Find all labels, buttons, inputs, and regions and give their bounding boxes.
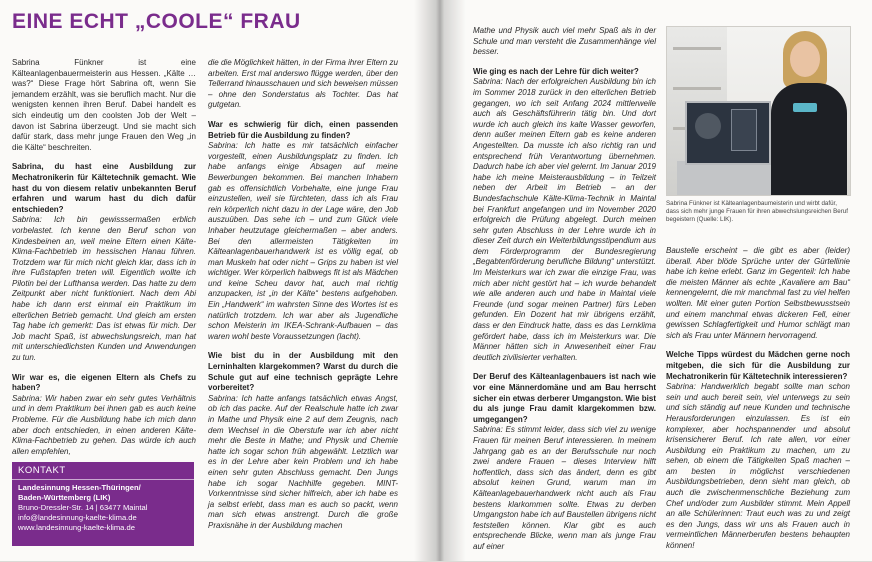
question: Wir war es, die eigenen Eltern als Chefs zu haben? xyxy=(12,372,196,393)
contact-box xyxy=(12,462,194,546)
answer: Sabrina: Ich hatte anfangs tatsächlich etwas Angst, ob ich das packe. Auf der Realschule hatte ich zwar in Mathe und Physik eine 2 auf dem Zeugnis, nach dem Wechsel in die Oberstufe war ich aber nicht mehr die Beste in Mathe; und Physik und Chemie hatte ich sogar schon früh abgewählt. Letztlich war es in der Lehre aber kein Problem und ich habe einen sehr guten Abschluss gemacht. Den Jungs habe ich sogar Nachhilfe gegeben. MINT-Vorkenntnisse sind sicher hilfreich, aber ich habe es ja selbst erlebt, dass man es auch so packt, wenn man sich etwas anstrengt. Durch die große Praxisnähe in der Ausbildung machen xyxy=(208,393,398,530)
photo-person-face xyxy=(790,41,820,77)
qa-block xyxy=(208,351,398,531)
question: Welche Tipps würdest du Mädchen gerne noch mitgeben, die sich für die Ausbildung zur Mechatronikerin für Kältetechnik interessieren? xyxy=(666,350,850,381)
qa-block xyxy=(12,373,196,458)
contact-label: KONTAKT xyxy=(18,465,66,476)
question: Wie bist du in der Ausbildung mit den Lerninhalten klargekommen? Warst du durch die Schule gut auf eine technisch geprägte Lehre vorbereitet? xyxy=(208,351,398,393)
qa-block xyxy=(208,120,398,342)
contact-details xyxy=(18,483,190,533)
photo-person-body xyxy=(771,83,847,195)
continued-answer: die die Möglichkeit hätten, in der Firma ihrer Eltern zu arbeiten. Erst mal anderswo flügge werden, über den Tellerrand hinausschauen und sich beweisen müssen – ohne den Sonderstatus als Tochter. Das hat gutgetan. xyxy=(208,58,398,110)
photo-refrigeration-unit xyxy=(685,101,771,165)
answer: Sabrina: Nach der erfolgreichen Ausbildung bin ich im Sommer 2018 zurück in den elterlichen Betrieb gegangen, wo ich seit Anfang 2024 mittlerweile auch als Geschäftsführerin tätig bin. Und dort wurde ich auch gleich ins kalte Wasser geworfen, denn außer meinen Eltern gab es keine anderen Angestellten. Da musste ich also richtig ran und entsprechend früh Verantwortung übernehmen. Dadurch habe ich aber viel gelernt. Im Januar 2019 habe ich meine Meisterausbildung – in Teilzeit neben der Arbeit im Betrieb – an der Bundesfachschule Kälte-Klima-Technik in Maintal bei Frankfurt angefangen und im November 2020 erfolgreich die Prüfung abgelegt. Durch meinen sehr guten Abschluss in der Lehre wurde ich in dieser Zeit durch ein Weiterbildungsstipendium aus dem Förderprogramm der Bundesregierung „Begabtenförderung berufliche Bildung“ unterstützt. Im Meisterkurs war ich zwar die einzige Frau, was mich aber nicht gestört hat – ich wurde behandelt wie alle anderen auch und habe in Maintal viele Freunde (und sogar meinen Partner) fürs Leben gefunden. Ein Dozent hat mir übrigens erzählt, dass er den Eindruck hatte, dass es das Lernklima gefördert habe, dass ich im Meisterkurs war. Die Männer hätten sich in Anwesenheit einer Frau deutlich zivilisierter verhalten. xyxy=(473,77,656,362)
answer: Sabrina: Ich hatte es mir tatsächlich einfacher vorgestellt, einen Ausbildungsplatz zu finden. Ich habe anfangs einige Absagen auf meine Bewerbungen bekommen. Bei manchen Inhabern gab es offensichtlich Vorbehalte, eine junge Frau einzustellen, weil sie fürchteten, dass ich als Frau rein körperlich nicht dazu in der Lage wäre, den Job auszuüben. Das sehe ich – und zum Glück viele Inhaber heutzutage gleichermaßen – aber anders. Bei den allermeisten Tätigkeiten im Kälteanlagenbauerhandwerk ist es völlig egal, ob man Muskeln hat oder nicht – Grips zu haben ist viel wichtiger. Wer körperlich halbwegs fit ist als Mädchen und keine Scheu davor hat, auch mal richtig anzupacken, ist „in der Kälte“ bestens aufgehoben. Ein „Handwerk“ im wahrsten Sinne des Wortes ist es natürlich trotzdem. Ich war aber als Jugendliche schon Meisterin im IKEA-Schrank-Aufbauen – das waren wohl beste Voraussetzungen (lacht). xyxy=(208,141,398,341)
qa-block xyxy=(12,162,196,363)
qa-block xyxy=(666,350,850,551)
continued-answer: Baustelle erscheint – die gibt es aber (leider) überall. Aber blöde Sprüche unter der Gürtellinie habe ich keine erlebt. Ganz im Gegenteil: Ich habe die meisten Männer als echte „Kavaliere am Bau“ kennengelernt, die mir manchmal fast zu viel helfen wollten. Mit einer guten Portion Selbstbewusstsein und einem manchmal etwas dickeren Fell, einer gewissen Schlagfertigkeit und Humor schlägt man sich als Frau unter Männern hervorragend. xyxy=(666,246,850,340)
left-column-2 xyxy=(208,58,398,541)
question: Wie ging es nach der Lehre für dich weiter? xyxy=(473,66,639,76)
photo-shirt-logo xyxy=(793,103,817,112)
contact-divider xyxy=(12,479,194,480)
answer: Sabrina: Handwerklich begabt sollte man schon sein und auch bereit sein, viel unterwegs zu sein und sich ständig auf neue Kunden und technische Herausforderungen einzulassen. Es ist ein komplexer, aber hochspannender und absolut krisensicherer Beruf. Ich rate allen, vor einer Ausbildung ein Praktikum zu machen, um zu sehen, ob einem die Tätigkeiten Spaß machen – am besten in möglichst verschiedenen Ausbildungsbetrieben, denn sieht man gleich, ob auch die zwischenmenschliche Beziehung zum Chef und/oder zum Ausbilder stimmt. Mein Appell an alle Schülerinnen: Traut euch was zu und zeigt es den Jungs, dass wir uns als Frauen auch in vermeintlichen Männerberufen bestens behaupten können! xyxy=(666,382,850,551)
contact-address: Bruno-Dressler-Str. 14 | 63477 Maintal xyxy=(18,503,148,512)
answer: Sabrina: Wir haben zwar ein sehr gutes Verhältnis und in dem Praktikum bei ihnen gab es auch keine Probleme. Für die Ausbildung habe ich mich dann aber doch entschieden, in einen anderen Kälte-Klima-Fachbetrieb zu gehen. Das würde ich auch allen empfehlen, xyxy=(12,393,196,456)
qa-block xyxy=(473,67,656,364)
question: War es schwierig für dich, einen passenden Betrieb für die Ausbildung zu finden? xyxy=(208,119,398,140)
right-column-1 xyxy=(473,26,656,562)
contact-email-link[interactable]: info@landesinnung-kaelte-klima.de xyxy=(18,513,137,522)
answer: Sabrina: Ich bin gewisssermaßen erblich vorbelastet. Ich kenne den Beruf schon von Kindesbeinen an, weil meine Eltern einen Kälte-Klima-Fachbetrieb im hessischen Hanau führen. Trotzdem war für mich nicht gleich klar, dass ich in ihre Fußstapfen treten will. Eigentlich wollte ich Pilotin bei der Lufthansa werden. Das hatte zu dem Zeitpunkt aber nicht funktioniert. Nach dem Abi habe ich dann erst einmal ein Praktikum im elterlichen Betrieb gemacht. Und gleich am ersten Tag habe ich gemerkt: Das ist etwas für mich. Der Job macht Spaß, ist abwechslungsreich, man hat mit unterschiedlichsten Kunden und Anwendungen zu tun. xyxy=(12,215,196,363)
photo-caption: Sabrina Fünkner ist Kälteanlagenbaumeisterin und wirbt dafür, dass sich mehr junge Frauen für ihren abwechslungsreichen Beruf begeistern (Quelle: LIK). xyxy=(666,200,848,223)
continued-answer: Mathe und Physik auch viel mehr Spaß als in der Schule und man versteht die Zusammenhänge viel besser. xyxy=(473,26,656,57)
contact-org-line-1: Landesinnung Hessen-Thüringen/ xyxy=(18,483,141,492)
headline: EINE ECHT „COOLE“ FRAU xyxy=(12,10,301,33)
left-page xyxy=(0,0,436,561)
question: Sabrina, du hast eine Ausbildung zur Mechatronikerin für Kältetechnik gemacht. Wie hast du von diesem relativ unbekannten Beruf erfahren und warum hast du dich dafür entschieden? xyxy=(12,162,196,214)
contact-org-line-2: Baden-Württemberg (LIK) xyxy=(18,493,111,502)
portrait-photo xyxy=(666,26,851,196)
intro-paragraph: Sabrina Fünkner ist eine Kälteanlagenbauermeisterin aus Hessen. „Kälte …was?“ Diese Frage hört Sabrina oft, wenn Sie jemandem erzählt, was sie beruflich macht. Nur die wenigsten kennen ihren Beruf. Dabei handelt es sich eindeutig um den coolsten Job der Welt – davon ist Sabrina überzeugt. Und sie macht sich dafür stark, dass mehr junge Frauen den Weg „in die Kälte“ beschreiten. xyxy=(12,58,196,152)
right-column-2 xyxy=(666,246,850,561)
contact-web-link[interactable]: www.landesinnung-kaelte-klima.de xyxy=(18,523,135,532)
question: Der Beruf des Kälteanlagenbauers ist nach wie vor eine Männerdomäne und am Bau herrscht sicher ein etwas derberer Umgangston. Wie bist du als junge Frau damit klargekommen bzw. umgegangen? xyxy=(473,372,656,424)
qa-block xyxy=(473,372,656,552)
answer: Sabrina: Es stimmt leider, dass sich viel zu wenige Frauen für meinen Beruf interessieren. In meinem Jahrgang gab es an der Berufsschule nur noch zwei andere Frauen – dieses Interview hilft hoffentlich, dass sich das ändert, denn es gibt absolut keinen Grund, warum man im Kälteanlagebauerhandwerk nicht auch als Frau bestens klarkommen sollte. Etwas zu derben Umgangston habe ich auf Baustellen übrigens nicht feststellen können. Klar gibt es auch entsprechende Blicke, wenn man als junge Frau auf einer xyxy=(473,425,656,551)
left-column-1 xyxy=(12,58,196,466)
